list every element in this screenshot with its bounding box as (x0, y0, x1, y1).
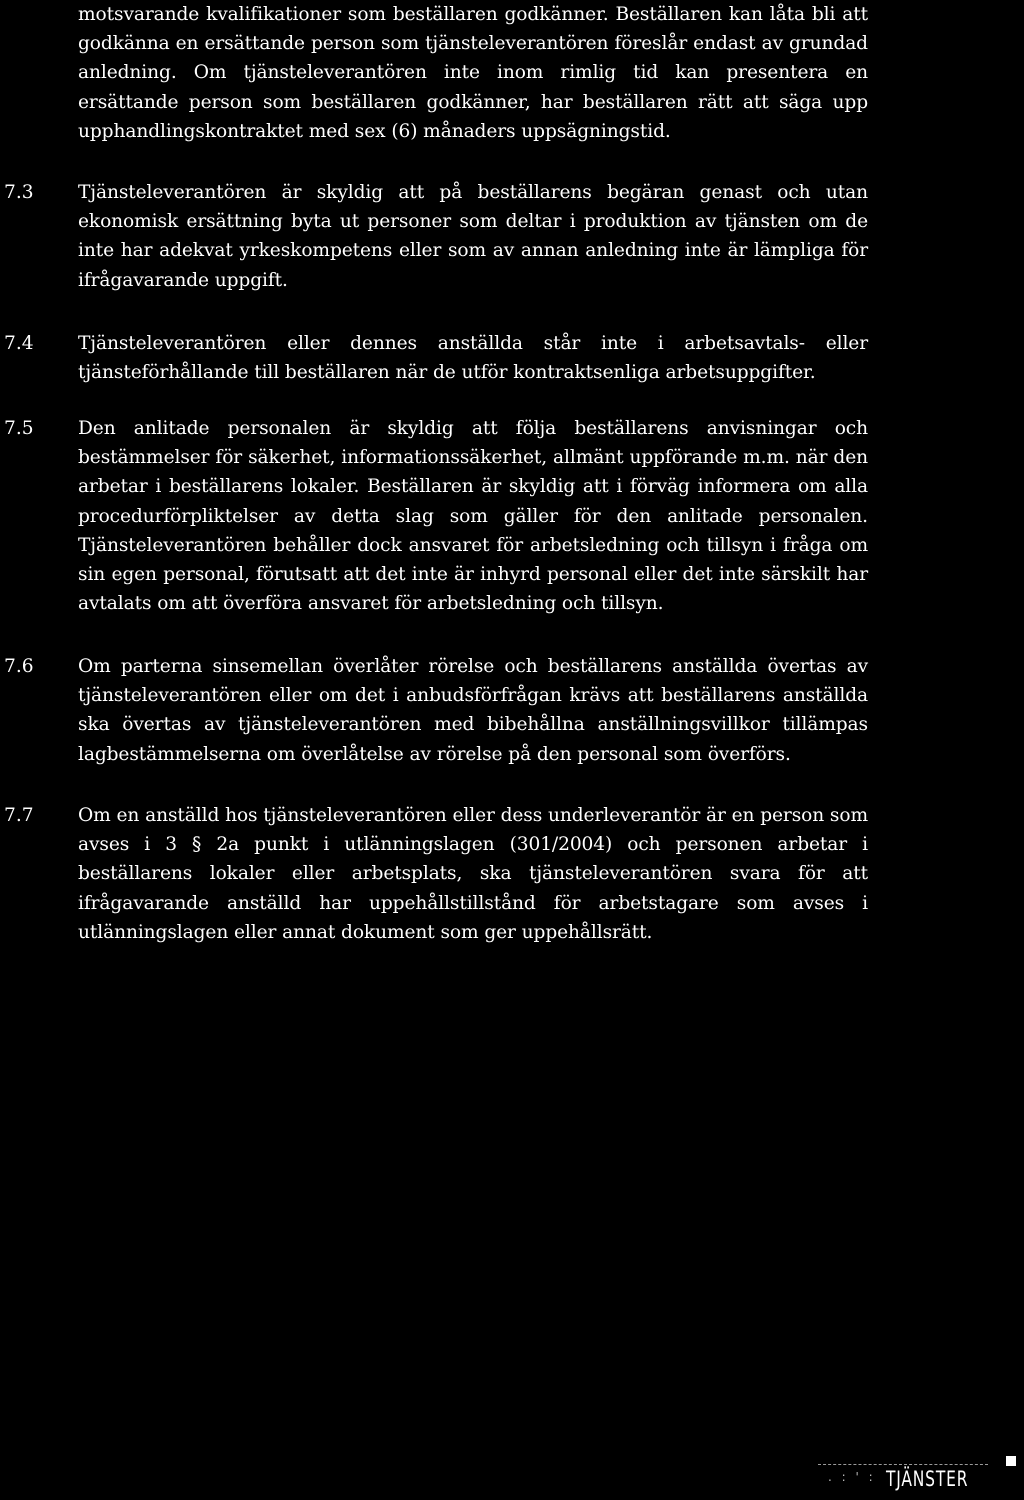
section-text: Om en anställd hos tjänsteleverantören eller dess underleverantör är en person som avses i 3 § 2a punkt i utlänningslagen (301/2004) och personen arbetar i beställarens lokaler eller arbetsplats, ska tjänsteleverantören svara för att ifrågavarande anställd har uppehållstillstånd för arbetstagare som avses i utlänningslagen eller annat dokument som ger uppehållsrätt. (78, 805, 868, 943)
section-text: Om parterna sinsemellan överlåter rörelse och beställarens anställda övertas av tjänsteleverantören eller om det i anbudsförfrågan krävs att beställarens anställda ska övertas av tjänsteleverantören med bibehållna anställningsvillkor tillämpas lagbestämmelserna om överlåtelse av rörelse på den personal som överförs. (78, 656, 868, 765)
section-number: 7.7 (4, 805, 34, 826)
section-text: Tjänsteleverantören är skyldig att på beställarens begäran genast och utan ekonomisk ersättning byta ut personer som deltar i produktion av tjänsten om de inte har adekvat yrkeskompetens eller som av annan anledning inte är lämpliga för ifrågavarande uppgift. (78, 182, 868, 291)
footer-square-mark (1006, 1456, 1016, 1466)
section-number: 7.4 (4, 333, 34, 354)
footer-rule (818, 1464, 988, 1466)
footer-brand: TJÄNSTER (886, 1467, 969, 1491)
section-text: Tjänsteleverantören eller dennes anställda står inte i arbetsavtals- eller tjänsteförhållande till beställaren när de utför kontraktsenliga arbetsuppgifter. (78, 333, 868, 384)
section-number: 7.3 (4, 182, 34, 203)
footer-marks: . : ' : (828, 1470, 876, 1484)
section-number: 7.6 (4, 656, 34, 677)
footer-logo (806, 1456, 1016, 1492)
intro-paragraph: motsvarande kvalifikationer som beställaren godkänner. Beställaren kan låta bli att godkänna en ersättande person som tjänsteleverantören föreslår endast av grundad anledning. Om tjänsteleverantören inte inom rimlig tid kan presentera en ersättande person som beställaren godkänner, har beställaren rätt att säga upp upphandlingskontraktet med sex (6) månaders uppsägningstid. (78, 4, 868, 142)
section-text: Den anlitade personalen är skyldig att följa beställarens anvisningar och bestämmelser för säkerhet, informationssäkerhet, allmänt uppförande m.m. när den arbetar i beställarens lokaler. Beställaren är skyldig att i förväg informera om alla procedurförpliktelser av detta slag som gäller för den anlitade personalen. Tjänsteleverantören behåller dock ansvaret för arbetsledning och tillsyn i fråga om sin egen personal, förutsatt att det inte är inhyrd personal eller det inte särskilt har avtalats om att överföra ansvaret för arbetsledning och tillsyn. (78, 418, 868, 615)
section-number: 7.5 (4, 418, 34, 439)
